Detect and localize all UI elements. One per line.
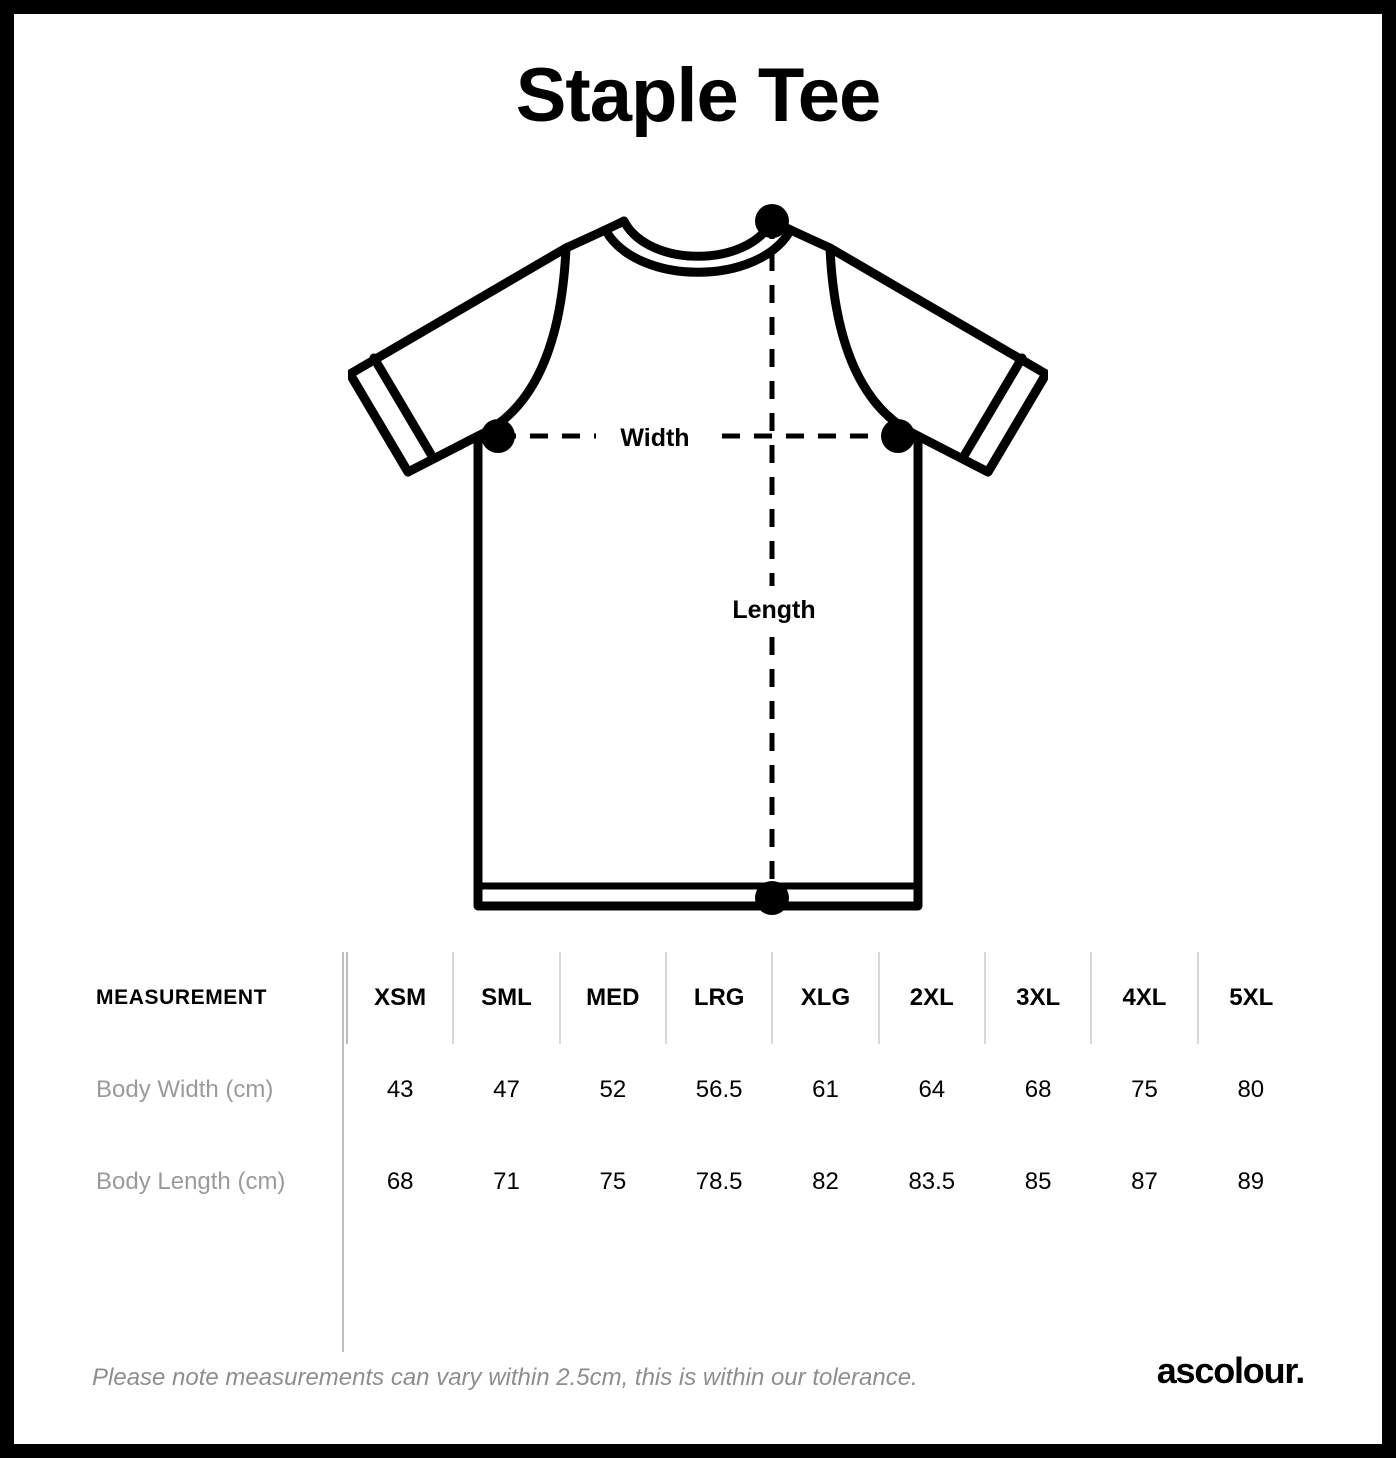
width-label: Width [620,424,690,452]
cell-length-4xl: 87 [1131,1168,1158,1195]
cell-width-med: 52 [599,1076,627,1103]
cell-length-xlg: 82 [812,1168,839,1195]
header-size-5xl: 5XL [1198,952,1304,1044]
tshirt-illustration [348,186,1048,926]
table-row [92,1044,1304,1136]
length-label: Length [732,596,816,624]
table-header-row [92,952,1304,1044]
cell-length-sml: 71 [493,1168,520,1195]
cell-width-xlg: 61 [812,1076,839,1103]
cell-width-4xl: 75 [1131,1076,1158,1103]
table-row [92,1136,1304,1228]
cell-length-5xl: 89 [1237,1168,1265,1195]
brand-logo: ascolour. [1156,1350,1304,1391]
cell-width-lrg: 56.5 [695,1076,743,1103]
cell-width-xsm: 43 [386,1076,414,1103]
row-label-body-width: Body Width (cm) [96,1076,274,1103]
dimension-endpoints [481,204,915,915]
cell-width-2xl: 64 [918,1076,946,1103]
header-size-3xl: 3XL [985,952,1091,1044]
measurements-table [92,952,1304,1228]
cell-length-xsm: 68 [386,1168,414,1195]
width-label-group [596,414,714,458]
header-size-sml: SML [453,952,559,1044]
table-divider [342,952,344,1352]
header-measurement: MEASUREMENT [96,986,268,1009]
row-label-body-length: Body Length (cm) [96,1168,286,1195]
cell-length-lrg: 78.5 [695,1168,743,1195]
tolerance-note: Please note measurements can vary within 2.5cm, this is within our tolerance. [92,1364,918,1391]
header-size-lrg: LRG [666,952,772,1044]
cell-length-2xl: 83.5 [908,1168,956,1195]
footer [92,1350,1304,1392]
cell-length-3xl: 85 [1024,1168,1052,1195]
cell-width-5xl: 80 [1237,1076,1265,1103]
header-size-4xl: 4XL [1091,952,1197,1044]
header-size-xsm: XSM [347,952,453,1044]
cell-width-sml: 47 [493,1076,520,1103]
header-size-med: MED [560,952,666,1044]
garment-diagram [14,186,1382,946]
header-size-xlg: XLG [772,952,878,1044]
size-chart [92,952,1304,1228]
header-size-2xl: 2XL [879,952,985,1044]
page-title: Staple Tee [515,53,881,138]
cell-width-3xl: 68 [1024,1076,1052,1103]
cell-length-med: 75 [599,1168,627,1195]
length-label-group [708,586,840,630]
